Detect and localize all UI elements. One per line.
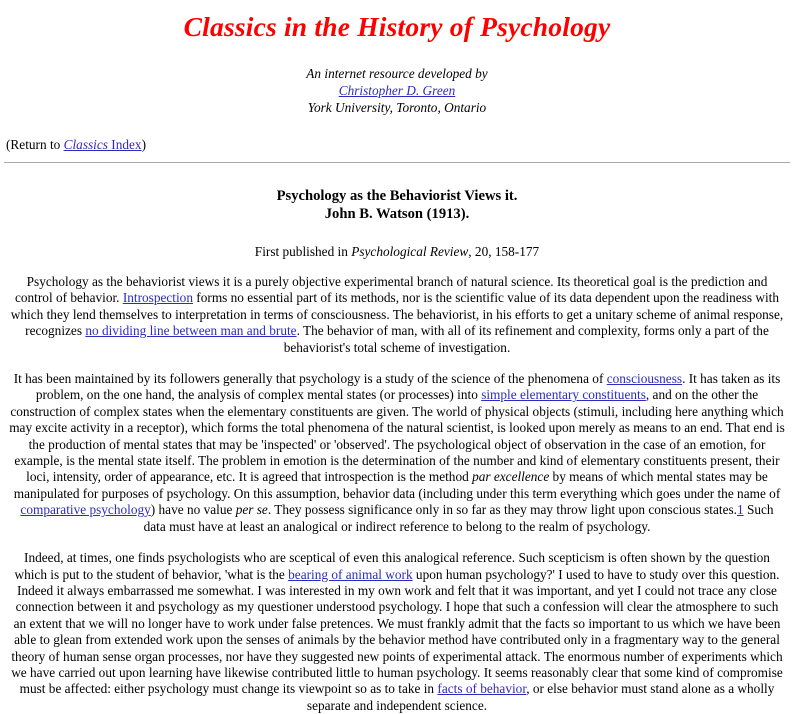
page-title: [4, 187, 790, 224]
body-text: forms no essential part of its methods, nor is the scientific value of its data dependent upon the readiness with which they lend themselves to interpretation in terms of consciousness. The behaviorist, in his efforts to get a unitary scheme of animal response, recognizes: [10, 290, 784, 339]
body-link[interactable]: bearing of animal work: [288, 566, 413, 582]
par-2: [4, 371, 790, 535]
par-3: [4, 550, 790, 714]
body-link[interactable]: Introspection: [122, 290, 193, 306]
body-text: ) have no value: [150, 502, 236, 518]
author-link[interactable]: Christopher D. Green: [338, 82, 456, 98]
site-title: Classics in the History of Psychology: [183, 11, 611, 42]
site-byline: [4, 66, 790, 116]
body-text: . It has taken as its problem, on the one hand, the analysis of complex mental states (or processes) into: [35, 371, 781, 403]
document-title-line-1: Psychology as the Behaviorist Views it.: [276, 187, 518, 204]
header-divider: [4, 162, 790, 163]
classics-index-link-rest: Index: [107, 137, 142, 153]
publication-info: [4, 244, 790, 259]
body-text: It has been maintained by its followers generally that psychology is a study of the science of the phenomena of: [13, 371, 607, 387]
article-body: [4, 274, 790, 714]
affiliation-label: York University, Toronto, Ontario: [307, 99, 487, 115]
footnote-link[interactable]: 1: [736, 502, 744, 518]
return-suffix: ): [141, 137, 146, 153]
classics-index-link[interactable]: [64, 137, 142, 152]
published-prefix: First published in: [254, 243, 352, 259]
body-link[interactable]: consciousness: [606, 371, 683, 387]
document-author-line: John B. Watson (1913).: [324, 206, 470, 223]
body-text: , and on the other the construction of complex states when the elementary constituents are given. The world of physical objects (stimuli, including here anything which may excite activity in a receptor), which forms the total phenomena of the natural scientist, is looked upon merely as means to an end. That end is the production of mental states that may be 'inspected' or 'observed'. The psychological object of observation in the case of an emotion, for example, is the mental state itself. The problem in emotion is the determination of the number and kind of elementary constituents present, their loci, intensity, order of appearance, etc. It is agreed that introspection is the method: [9, 387, 785, 485]
body-text: . The behavior of man, with all of its refinement and complexity, forms only a part of the behaviorist's total scheme of investigation.: [283, 323, 769, 355]
classics-index-link-italic-part: Classics: [63, 137, 108, 153]
par-1: [4, 274, 790, 356]
body-link[interactable]: no dividing line between man and brute: [85, 323, 297, 339]
body-text: Such data must have at least an analogical or indirect reference to belong to the realm of psychology.: [143, 502, 774, 534]
body-text: Psychology as the behaviorist views it is a purely objective experimental branch of natural science. Its theoretical goal is the prediction and control of behavior.: [14, 274, 768, 306]
body-text: . They possess significance only in so far as they may throw light upon conscious states.: [267, 502, 737, 518]
emphasis-text: par excellence: [472, 469, 550, 485]
return-prefix: (Return to: [6, 137, 64, 153]
body-link[interactable]: simple elementary constituents: [481, 387, 646, 403]
body-link[interactable]: facts of behavior: [437, 681, 527, 697]
body-text: by means of which mental states may be manipulated for purposes of psychology. On this assumption, behavior data (including under this term everything which goes under the name of: [13, 469, 781, 501]
page-container: [0, 10, 794, 714]
journal-name: Psychological Review: [351, 243, 469, 259]
body-text: upon human psychology?' I used to have to study over this question. Indeed it always embarrassed me somewhat. I was interested in my own work and felt that it was important, and yet I could not trace any close connection between it and psychology as my questioner understood psychology. I hope that such a confession will clear the atmosphere to such an extent that we will no longer have to work under false pretences. We must frankly admit that the facts so important to us which we have been able to glean from extended work upon the senses of animals by the behavior method have contributed only in a fragmentary way to the general theory of human sense organ processes, nor have they suggested new points of experimental attack. The enormous number of experiments which we have carried out upon learning have likewise contributed little to human psychology. It seems reasonably clear that some kind of compromise must be affected: either psychology must change its viewpoint so as to take in: [11, 566, 783, 697]
emphasis-text: per se: [235, 502, 268, 518]
body-link[interactable]: comparative psychology: [20, 502, 151, 518]
breadcrumb: [4, 137, 790, 152]
published-rest: , 20, 158-177: [468, 243, 540, 259]
body-text: , or else behavior must stand alone as a wholly separate and independent science.: [306, 681, 775, 713]
body-text: Indeed, at times, one finds psychologists who are sceptical of even this analogical reference. Such scepticism is often shown by the question which is put to the student of behavior, 'what is the: [14, 550, 770, 582]
developed-by-label: An internet resource developed by: [306, 66, 488, 81]
